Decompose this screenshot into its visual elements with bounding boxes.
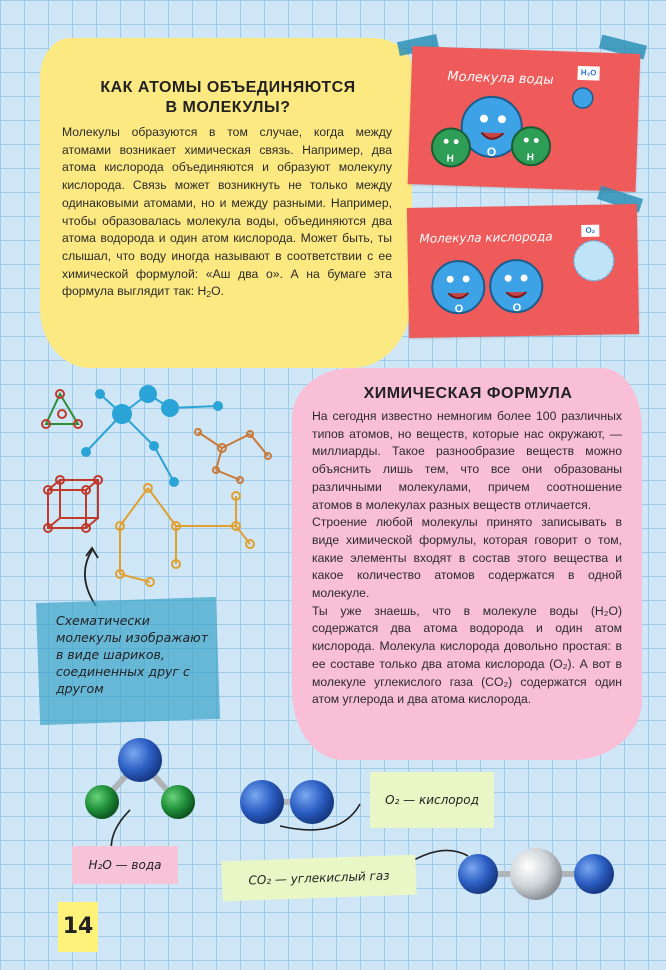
blue-molecule-sketch xyxy=(82,386,222,486)
section2-paragraph: На сегодня известно немногим более 100 различных типов атомов, но веществ, которые нас окружают, — миллиарды. Такое разнообразие веществ можно объяснить лишь тем, что все они образованы различными молекулами, причем соотношение атомов в молекулах разных веществ отличается. xyxy=(312,409,622,512)
section2-paragraph: Строение любой молекулы принято записывать в виде химической формулы, которая говорит о том, какие элементы входят в состав этого вещества и какое количество атомов содержатся в одной молекуле. xyxy=(312,515,622,601)
section1-title xyxy=(62,78,394,118)
section1-title-line1: КАК АТОМЫ ОБЪЕДИНЯЮТСЯ xyxy=(100,79,356,96)
section2-body xyxy=(312,408,622,709)
atom-o-label: O xyxy=(454,303,464,316)
atom-o-label: O xyxy=(512,302,522,315)
cube-molecule-sketch xyxy=(44,476,102,532)
oxygen-molecule-card xyxy=(407,204,639,338)
co2-molecule-model xyxy=(458,848,614,900)
water-badge: H₂O xyxy=(577,66,599,81)
molecule-sketches xyxy=(40,376,290,606)
water-card-label: Молекула воды xyxy=(447,69,554,89)
section2-paragraph: Ты уже знаешь, что в молекуле воды (H₂O) содержатся два атома водорода и один атом кислорода. Молекула кислорода довольно простая: в ее составе только два атома кислорода (O₂). А вот в молекуле углекислого газа (CO₂) содержатся один атом углерода и два атома кислорода. xyxy=(312,603,622,707)
brown-molecule-sketch xyxy=(195,429,271,483)
oxygen-note: O₂ — кислород xyxy=(370,772,494,828)
arrow-icon xyxy=(85,550,96,606)
atom-h-label: H xyxy=(526,152,535,164)
triangle-molecule-sketch xyxy=(42,390,82,428)
water-molecule-illustration xyxy=(408,46,641,192)
co2-note: CO₂ — углекислый газ xyxy=(221,855,416,902)
oxygen-card-label: Молекула кислорода xyxy=(419,229,553,246)
section1-paragraph xyxy=(62,124,392,304)
page-number: 14 xyxy=(58,902,98,952)
water-molecule-card xyxy=(408,46,641,192)
water-molecule-model xyxy=(85,738,195,819)
oxygen-badge: O₂ xyxy=(581,225,599,237)
section2-title: ХИМИЧЕСКАЯ ФОРМУЛА xyxy=(363,385,573,402)
orange-molecule-sketch xyxy=(116,484,254,586)
section1-text: Молекулы образуются в том случае, когда между атомами возникает химическая связь. Например, два атома кислорода объединяются и образуют молекулу кислорода. Связь может возникнуть не только между одинаковыми атомами, но и между разными. Например, чтобы образовалась молекула воды, объединяются два атома водорода и один атом кислорода. Может быть, ты слышал, что воду иногда называют в соответствии с ее химической формулой: «Аш два о». А на бумаге эта формула выглядит так: xyxy=(62,125,392,299)
section1-title-line2: В МОЛЕКУЛЫ? xyxy=(165,99,291,116)
atom-o-label: O xyxy=(486,144,497,160)
atom-h-label: H xyxy=(446,153,454,165)
water-formula: $H_2O$. xyxy=(197,284,224,300)
water-note: H₂O — вода xyxy=(72,846,178,884)
schematic-note: Схематически молекулы изображают в виде шариков, соединенных друг с другом xyxy=(56,613,208,696)
oxygen-molecule-illustration xyxy=(407,204,639,338)
oxygen-molecule-model xyxy=(240,780,334,824)
